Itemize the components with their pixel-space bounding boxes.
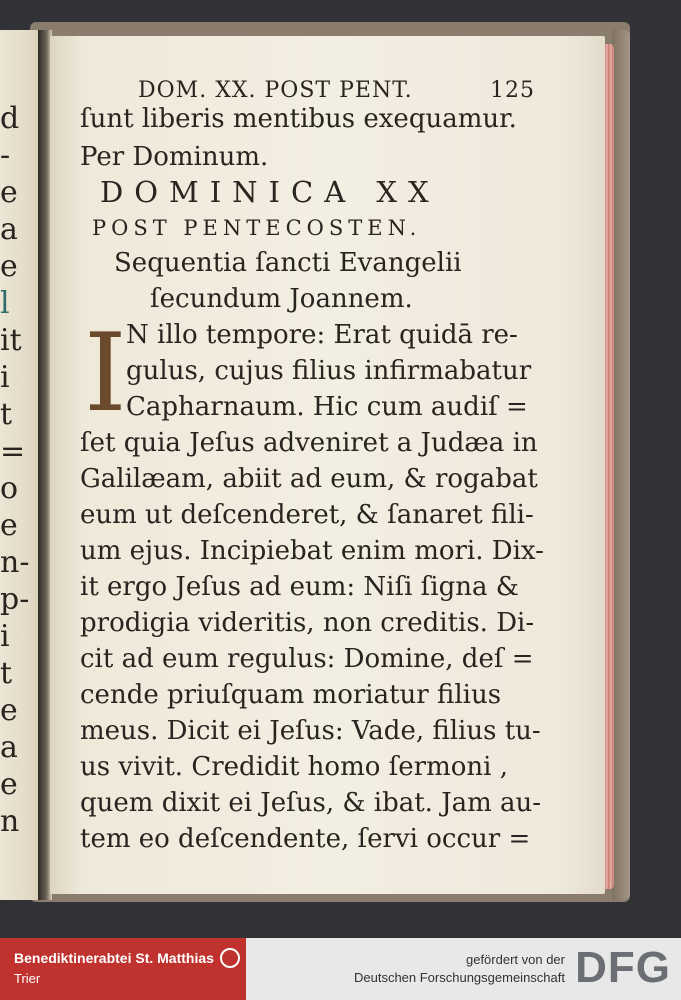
- text-line: ſet quia Jeſus adveniret a Judæa in: [80, 428, 538, 458]
- left-page-text-fragment: t: [0, 656, 13, 691]
- text-line: cende priuſquam moriatur filius: [80, 680, 502, 710]
- institution-name: Benediktinerabtei St. Matthias: [14, 950, 214, 966]
- left-page-text-fragment: =: [0, 434, 26, 469]
- left-page-text-fragment: i: [0, 360, 10, 395]
- left-page-text-fragment: it: [0, 323, 22, 358]
- text-line: tem eo deſcendente, ſervi occur =: [80, 824, 531, 854]
- book-board-edge: [612, 30, 630, 900]
- left-page-text-fragment: d: [0, 101, 20, 136]
- text-line: quem dixit ei Jeſus, & ibat. Jam au-: [80, 788, 542, 818]
- section-title: DOMINICA XX: [100, 175, 440, 209]
- text-line: Galilæam, abiit ad eum, & rogabat: [80, 464, 538, 494]
- left-page-text-fragment: e: [0, 767, 18, 802]
- left-page-text-fragment: o: [0, 471, 19, 506]
- text-line: ſecundum Joannem.: [150, 284, 413, 314]
- text-line: it ergo Jeſus ad eum: Niſi ſigna &: [80, 572, 519, 602]
- section-subtitle: POST PENTECOSTEN.: [92, 216, 422, 240]
- funding-text: gefördert von der: [465, 952, 565, 967]
- left-page-text-fragment: e: [0, 693, 18, 728]
- footer-bar: [0, 938, 681, 1000]
- left-page-text-fragment: e: [0, 508, 18, 543]
- text-line: N illo tempore: Erat quidā re-: [126, 320, 518, 350]
- funding-organization: Deutschen Forschungsgemeinschaft: [353, 970, 565, 985]
- left-page-text-fragment: -: [0, 138, 11, 173]
- left-page-text-fragment: l: [0, 286, 10, 321]
- left-page-text-fragment: p-: [0, 582, 30, 617]
- left-page-text-fragment: n: [0, 804, 20, 839]
- text-line: prodigia videritis, non creditis. Di-: [80, 608, 535, 638]
- running-head: DOM. XX. POST PENT.: [138, 78, 413, 103]
- left-page-text-fragment: t: [0, 397, 13, 432]
- text-line: Per Dominum.: [80, 142, 269, 172]
- institution-city: Trier: [14, 971, 41, 986]
- text-line: eum ut deſcenderet, & ſanaret fili-: [80, 500, 534, 530]
- left-page-text-fragment: e: [0, 249, 18, 284]
- text-line: Capharnaum. Hic cum audiſ =: [126, 392, 528, 422]
- left-page-text-fragment: a: [0, 212, 18, 247]
- institution-logo-icon: [220, 948, 240, 968]
- text-line: cit ad eum regulus: Domine, deſ =: [80, 644, 534, 674]
- left-page-text-fragment: i: [0, 619, 10, 654]
- text-line: us vivit. Credidit homo ſermoni ,: [80, 752, 508, 782]
- text-line: meus. Dicit ei Jeſus: Vade, filius tu-: [80, 716, 541, 746]
- left-page-text-fragment: n-: [0, 545, 30, 580]
- text-line: Sequentia ſancti Evangelii: [114, 248, 462, 278]
- dfg-logo[interactable]: DFG: [575, 943, 671, 992]
- left-page-text-fragment: a: [0, 730, 18, 765]
- institution-banner[interactable]: [0, 938, 246, 1000]
- text-line: gulus, cujus filius infirmabatur: [126, 356, 532, 386]
- text-line: ſunt liberis mentibus exequamur.: [80, 104, 517, 134]
- page-number: 125: [490, 78, 535, 103]
- left-page-text-fragment: e: [0, 175, 18, 210]
- drop-cap: I: [84, 311, 127, 436]
- text-line: um ejus. Incipiebat enim mori. Dix-: [80, 536, 544, 566]
